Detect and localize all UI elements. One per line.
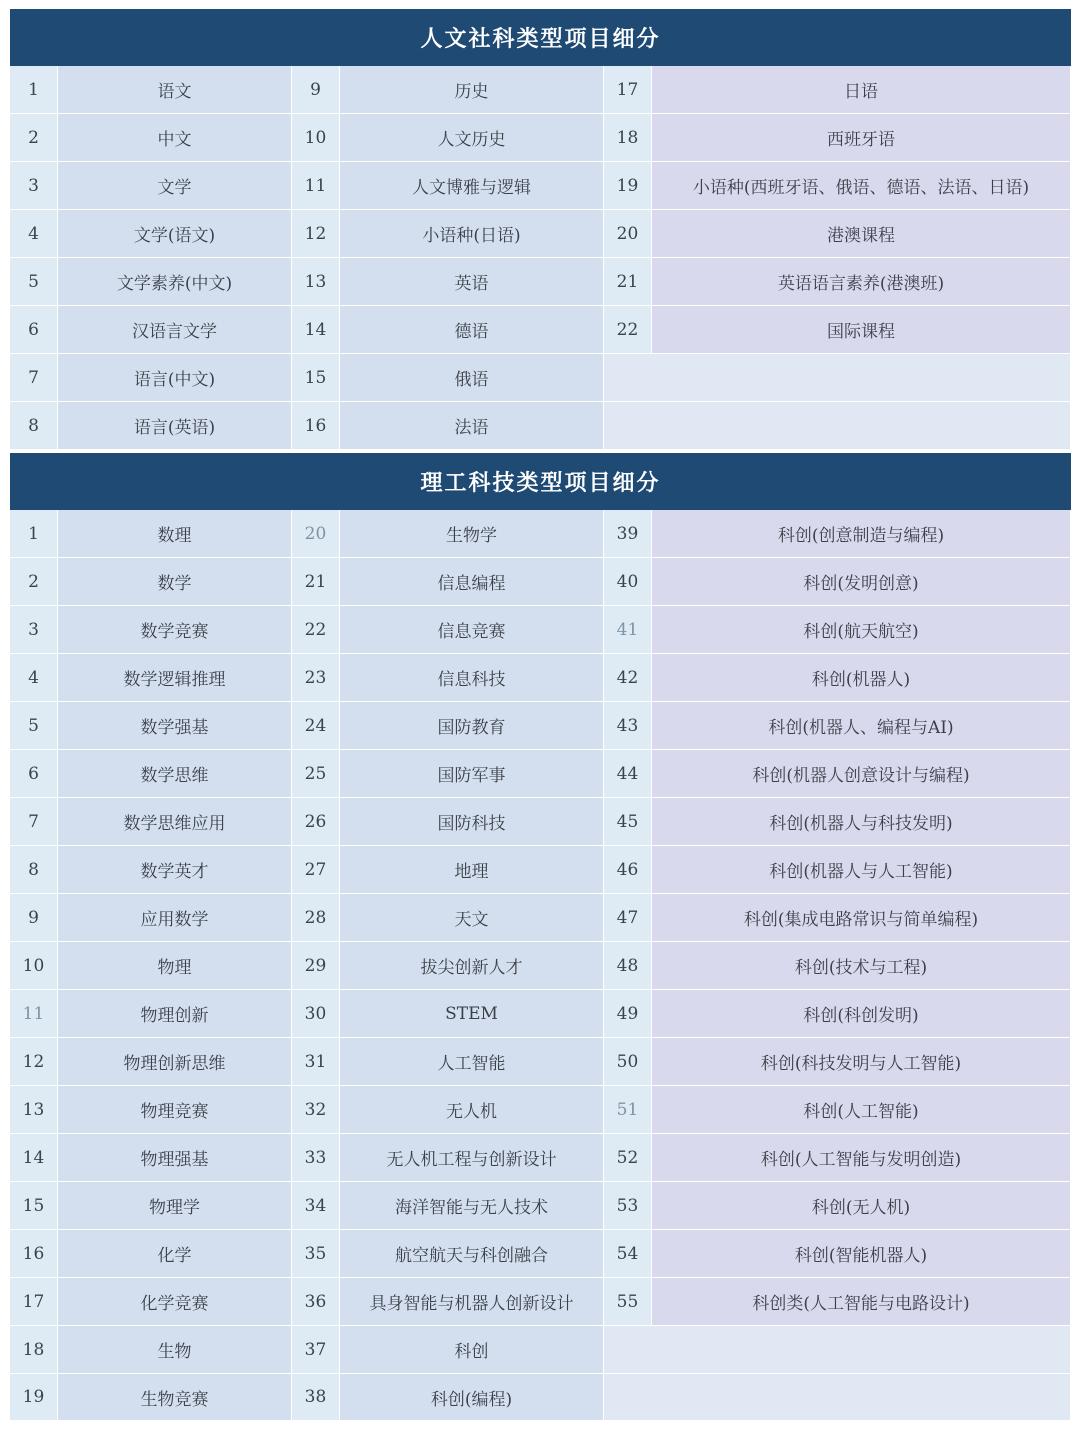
- item-cell: 物理竞赛: [58, 1086, 292, 1133]
- num-cell: 9: [292, 66, 340, 113]
- num-cell: 32: [292, 1086, 340, 1133]
- item-cell: 科创(科技发明与人工智能): [652, 1038, 1070, 1085]
- item-cell: 汉语言文学: [58, 306, 292, 353]
- table-row: [10, 1230, 1071, 1278]
- num-cell: 41: [604, 606, 652, 653]
- num-cell: 15: [292, 354, 340, 401]
- num-cell: 14: [292, 306, 340, 353]
- table-row: [10, 114, 1071, 162]
- item-cell: 语言(英语): [58, 402, 292, 449]
- table-row: [10, 798, 1071, 846]
- num-cell: 25: [292, 750, 340, 797]
- num-cell: 55: [604, 1278, 652, 1325]
- num-cell: 45: [604, 798, 652, 845]
- num-cell: 19: [604, 162, 652, 209]
- item-cell: 生物学: [340, 510, 604, 557]
- num-cell: 9: [10, 894, 58, 941]
- item-cell: 科创(航天航空): [652, 606, 1070, 653]
- item-cell: 数学: [58, 558, 292, 605]
- num-cell: 3: [10, 162, 58, 209]
- num-cell: 4: [10, 654, 58, 701]
- item-cell: 生物: [58, 1326, 292, 1373]
- item-cell: 数理: [58, 510, 292, 557]
- item-cell: 物理: [58, 942, 292, 989]
- item-cell: 科创(集成电路常识与简单编程): [652, 894, 1070, 941]
- num-cell: 34: [292, 1182, 340, 1229]
- num-cell: 8: [10, 846, 58, 893]
- num-cell: [604, 1374, 1070, 1420]
- num-cell: 51: [604, 1086, 652, 1133]
- item-cell: 具身智能与机器人创新设计: [340, 1278, 604, 1325]
- item-cell: 无人机工程与创新设计: [340, 1134, 604, 1181]
- num-cell: 6: [10, 750, 58, 797]
- num-cell: 21: [604, 258, 652, 305]
- num-cell: 54: [604, 1230, 652, 1277]
- item-cell: 科创(智能机器人): [652, 1230, 1070, 1277]
- table-row: [10, 942, 1071, 990]
- item-cell: 天文: [340, 894, 604, 941]
- table-row: [10, 258, 1071, 306]
- num-cell: 13: [292, 258, 340, 305]
- num-cell: 16: [292, 402, 340, 449]
- item-cell: 信息编程: [340, 558, 604, 605]
- item-cell: 英语: [340, 258, 604, 305]
- item-cell: 人文历史: [340, 114, 604, 161]
- num-cell: 33: [292, 1134, 340, 1181]
- num-cell: 4: [10, 210, 58, 257]
- num-cell: 17: [604, 66, 652, 113]
- item-cell: 信息竞赛: [340, 606, 604, 653]
- item-cell: 国防教育: [340, 702, 604, 749]
- table-row: [10, 846, 1071, 894]
- table-row: [10, 162, 1071, 210]
- table-row: [10, 606, 1071, 654]
- num-cell: 40: [604, 558, 652, 605]
- table-row: [10, 354, 1071, 402]
- item-cell: 物理强基: [58, 1134, 292, 1181]
- num-cell: 17: [10, 1278, 58, 1325]
- num-cell: 19: [10, 1374, 58, 1420]
- num-cell: 31: [292, 1038, 340, 1085]
- table-row: [10, 990, 1071, 1038]
- item-cell: 科创(技术与工程): [652, 942, 1070, 989]
- num-cell: 7: [10, 354, 58, 401]
- table-row: [10, 702, 1071, 750]
- num-cell: 3: [10, 606, 58, 653]
- table-row: [10, 1086, 1071, 1134]
- num-cell: 23: [292, 654, 340, 701]
- item-cell: 海洋智能与无人技术: [340, 1182, 604, 1229]
- item-cell: 港澳课程: [652, 210, 1070, 257]
- item-cell: 物理创新思维: [58, 1038, 292, 1085]
- num-cell: 53: [604, 1182, 652, 1229]
- item-cell: 科创(机器人创意设计与编程): [652, 750, 1070, 797]
- item-cell: 科创(创意制造与编程): [652, 510, 1070, 557]
- item-cell: 人文博雅与逻辑: [340, 162, 604, 209]
- num-cell: [604, 1326, 1070, 1373]
- item-cell: 无人机: [340, 1086, 604, 1133]
- num-cell: 39: [604, 510, 652, 557]
- table-row: [10, 66, 1071, 114]
- item-cell: 文学: [58, 162, 292, 209]
- num-cell: 1: [10, 510, 58, 557]
- item-cell: 英语语言素养(港澳班): [652, 258, 1070, 305]
- item-cell: 生物竞赛: [58, 1374, 292, 1420]
- num-cell: 52: [604, 1134, 652, 1181]
- item-cell: 西班牙语: [652, 114, 1070, 161]
- item-cell: 科创(人工智能与发明创造): [652, 1134, 1070, 1181]
- num-cell: 24: [292, 702, 340, 749]
- item-cell: 小语种(西班牙语、俄语、德语、法语、日语): [652, 162, 1070, 209]
- item-cell: 数学英才: [58, 846, 292, 893]
- item-cell: 语文: [58, 66, 292, 113]
- num-cell: [604, 354, 1070, 401]
- table-row: [10, 1038, 1071, 1086]
- num-cell: 22: [292, 606, 340, 653]
- item-cell: 科创(机器人与科技发明): [652, 798, 1070, 845]
- num-cell: 42: [604, 654, 652, 701]
- item-cell: 数学竞赛: [58, 606, 292, 653]
- num-cell: 14: [10, 1134, 58, 1181]
- num-cell: 13: [10, 1086, 58, 1133]
- table-row: [10, 558, 1071, 606]
- num-cell: 49: [604, 990, 652, 1037]
- item-cell: 国际课程: [652, 306, 1070, 353]
- item-cell: 日语: [652, 66, 1070, 113]
- num-cell: 20: [604, 210, 652, 257]
- item-cell: 化学: [58, 1230, 292, 1277]
- table-row: [10, 210, 1071, 258]
- num-cell: 22: [604, 306, 652, 353]
- item-cell: 语言(中文): [58, 354, 292, 401]
- item-cell: 应用数学: [58, 894, 292, 941]
- item-cell: 文学素养(中文): [58, 258, 292, 305]
- num-cell: 50: [604, 1038, 652, 1085]
- num-cell: 12: [10, 1038, 58, 1085]
- item-cell: 科创(机器人): [652, 654, 1070, 701]
- item-cell: 中文: [58, 114, 292, 161]
- table-row: [10, 402, 1071, 450]
- num-cell: 10: [292, 114, 340, 161]
- num-cell: 43: [604, 702, 652, 749]
- num-cell: [604, 402, 1070, 449]
- num-cell: 35: [292, 1230, 340, 1277]
- item-cell: STEM: [340, 990, 604, 1037]
- num-cell: 36: [292, 1278, 340, 1325]
- table-row: [10, 1326, 1071, 1374]
- num-cell: 15: [10, 1182, 58, 1229]
- num-cell: 28: [292, 894, 340, 941]
- num-cell: 7: [10, 798, 58, 845]
- num-cell: 8: [10, 402, 58, 449]
- item-cell: 地理: [340, 846, 604, 893]
- num-cell: 20: [292, 510, 340, 557]
- item-cell: 人工智能: [340, 1038, 604, 1085]
- table-row: [10, 510, 1071, 558]
- humanities-table: [10, 66, 1071, 450]
- section-title-humanities: 人文社科类型项目细分: [10, 9, 1071, 66]
- table-row: [10, 894, 1071, 942]
- num-cell: 2: [10, 114, 58, 161]
- item-cell: 科创: [340, 1326, 604, 1373]
- num-cell: 12: [292, 210, 340, 257]
- item-cell: 国防军事: [340, 750, 604, 797]
- num-cell: 10: [10, 942, 58, 989]
- item-cell: 科创(发明创意): [652, 558, 1070, 605]
- table-row: [10, 1134, 1071, 1182]
- num-cell: 16: [10, 1230, 58, 1277]
- item-cell: 物理创新: [58, 990, 292, 1037]
- num-cell: 46: [604, 846, 652, 893]
- table-row: [10, 750, 1071, 798]
- item-cell: 数学强基: [58, 702, 292, 749]
- num-cell: 30: [292, 990, 340, 1037]
- item-cell: 法语: [340, 402, 604, 449]
- num-cell: 27: [292, 846, 340, 893]
- item-cell: 科创(科创发明): [652, 990, 1070, 1037]
- item-cell: 科创(机器人、编程与AI): [652, 702, 1070, 749]
- num-cell: 11: [292, 162, 340, 209]
- table-row: [10, 306, 1071, 354]
- num-cell: 5: [10, 258, 58, 305]
- item-cell: 数学逻辑推理: [58, 654, 292, 701]
- table-row: [10, 1374, 1071, 1421]
- item-cell: 信息科技: [340, 654, 604, 701]
- num-cell: 11: [10, 990, 58, 1037]
- num-cell: 2: [10, 558, 58, 605]
- num-cell: 26: [292, 798, 340, 845]
- item-cell: 科创(机器人与人工智能): [652, 846, 1070, 893]
- item-cell: 拔尖创新人才: [340, 942, 604, 989]
- item-cell: 文学(语文): [58, 210, 292, 257]
- item-cell: 科创(编程): [340, 1374, 604, 1420]
- item-cell: 物理学: [58, 1182, 292, 1229]
- item-cell: 德语: [340, 306, 604, 353]
- item-cell: 小语种(日语): [340, 210, 604, 257]
- num-cell: 5: [10, 702, 58, 749]
- table-row: [10, 654, 1071, 702]
- item-cell: 历史: [340, 66, 604, 113]
- item-cell: 俄语: [340, 354, 604, 401]
- item-cell: 科创(人工智能): [652, 1086, 1070, 1133]
- num-cell: 38: [292, 1374, 340, 1420]
- item-cell: 航空航天与科创融合: [340, 1230, 604, 1277]
- item-cell: 科创(无人机): [652, 1182, 1070, 1229]
- num-cell: 47: [604, 894, 652, 941]
- num-cell: 21: [292, 558, 340, 605]
- num-cell: 48: [604, 942, 652, 989]
- section-title-science: 理工科技类型项目细分: [10, 453, 1071, 510]
- num-cell: 18: [604, 114, 652, 161]
- num-cell: 37: [292, 1326, 340, 1373]
- item-cell: 科创类(人工智能与电路设计): [652, 1278, 1070, 1325]
- num-cell: 29: [292, 942, 340, 989]
- science-table: [10, 510, 1071, 1421]
- num-cell: 6: [10, 306, 58, 353]
- num-cell: 1: [10, 66, 58, 113]
- num-cell: 44: [604, 750, 652, 797]
- table-row: [10, 1182, 1071, 1230]
- item-cell: 国防科技: [340, 798, 604, 845]
- num-cell: 18: [10, 1326, 58, 1373]
- item-cell: 数学思维: [58, 750, 292, 797]
- item-cell: 数学思维应用: [58, 798, 292, 845]
- item-cell: 化学竞赛: [58, 1278, 292, 1325]
- table-row: [10, 1278, 1071, 1326]
